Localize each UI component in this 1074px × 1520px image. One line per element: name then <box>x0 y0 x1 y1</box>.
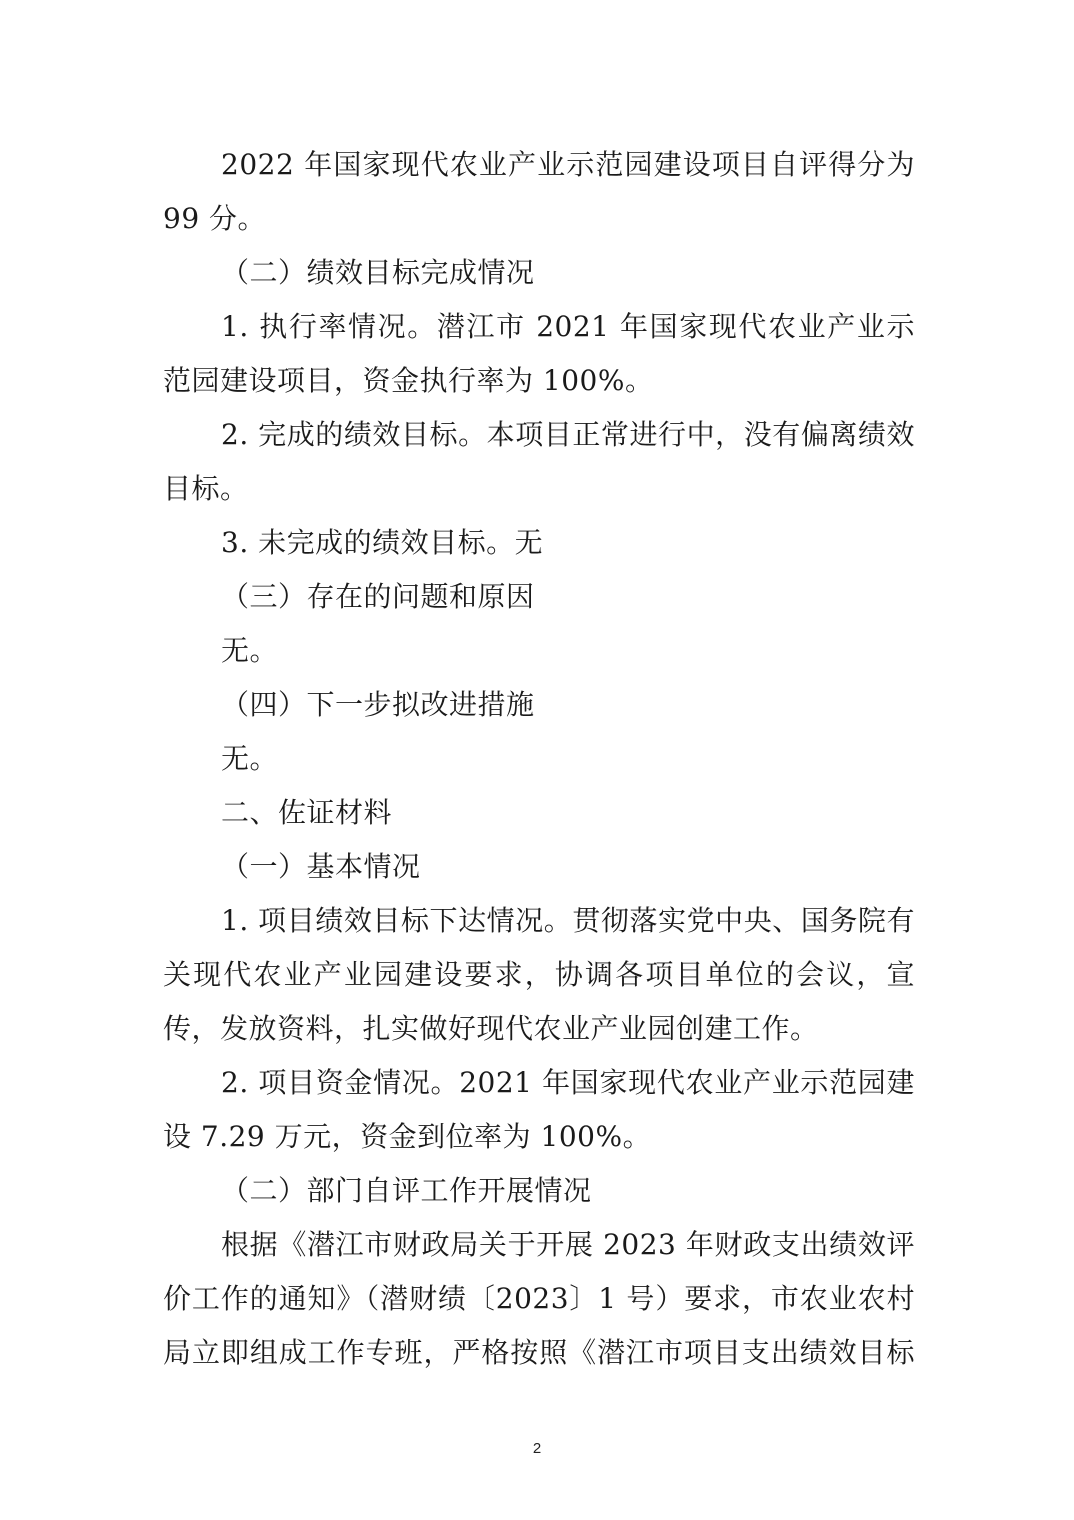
heading-problems-causes: （三）存在的问题和原因 <box>221 580 535 613</box>
heading-basic-situation: （一）基本情况 <box>221 850 421 883</box>
heading-self-evaluation-work: （二）部门自评工作开展情况 <box>221 1174 592 1207</box>
paragraph-execution-rate: 1. 执行率情况。潜江市 2021 年国家现代农业产业示范园建设项目，资金执行率为 100%。 <box>163 310 915 397</box>
paragraph-problems-none: 无。 <box>221 634 279 667</box>
heading-supporting-materials: 二、佐证材料 <box>221 796 393 829</box>
page-number: 2 <box>532 1440 542 1457</box>
paragraph-measures-none: 无。 <box>221 742 279 775</box>
paragraph-uncompleted-goals: 3. 未完成的绩效目标。无 <box>221 526 544 559</box>
paragraph-project-funds: 2. 项目资金情况。2021 年国家现代农业产业示范园建设 7.29 万元，资金到位率为 100%。 <box>163 1066 915 1153</box>
heading-improvement-measures: （四）下一步拟改进措施 <box>221 688 535 721</box>
paragraph-goal-issuance: 1. 项目绩效目标下达情况。贯彻落实党中央、国务院有关现代农业产业园建设要求，协调各项目单位的会议，宣传，发放资料，扎实做好现代农业产业园创建工作。 <box>163 904 915 1045</box>
paragraph-completed-goals: 2. 完成的绩效目标。本项目正常进行中，没有偏离绩效目标。 <box>163 418 915 505</box>
paragraph-evaluation-basis: 根据《潜江市财政局关于开展 2023 年财政支出绩效评价工作的通知》（潜财绩〔2023〕1 号）要求，市农业农村局立即组成工作专班，严格按照《潜江市项目支出绩效目标 <box>163 1228 915 1369</box>
heading-goal-completion: （二）绩效目标完成情况 <box>221 256 535 289</box>
document-body <box>163 138 915 1380</box>
paragraph-self-score: 2022 年国家现代农业产业示范园建设项目自评得分为 99 分。 <box>163 148 915 235</box>
